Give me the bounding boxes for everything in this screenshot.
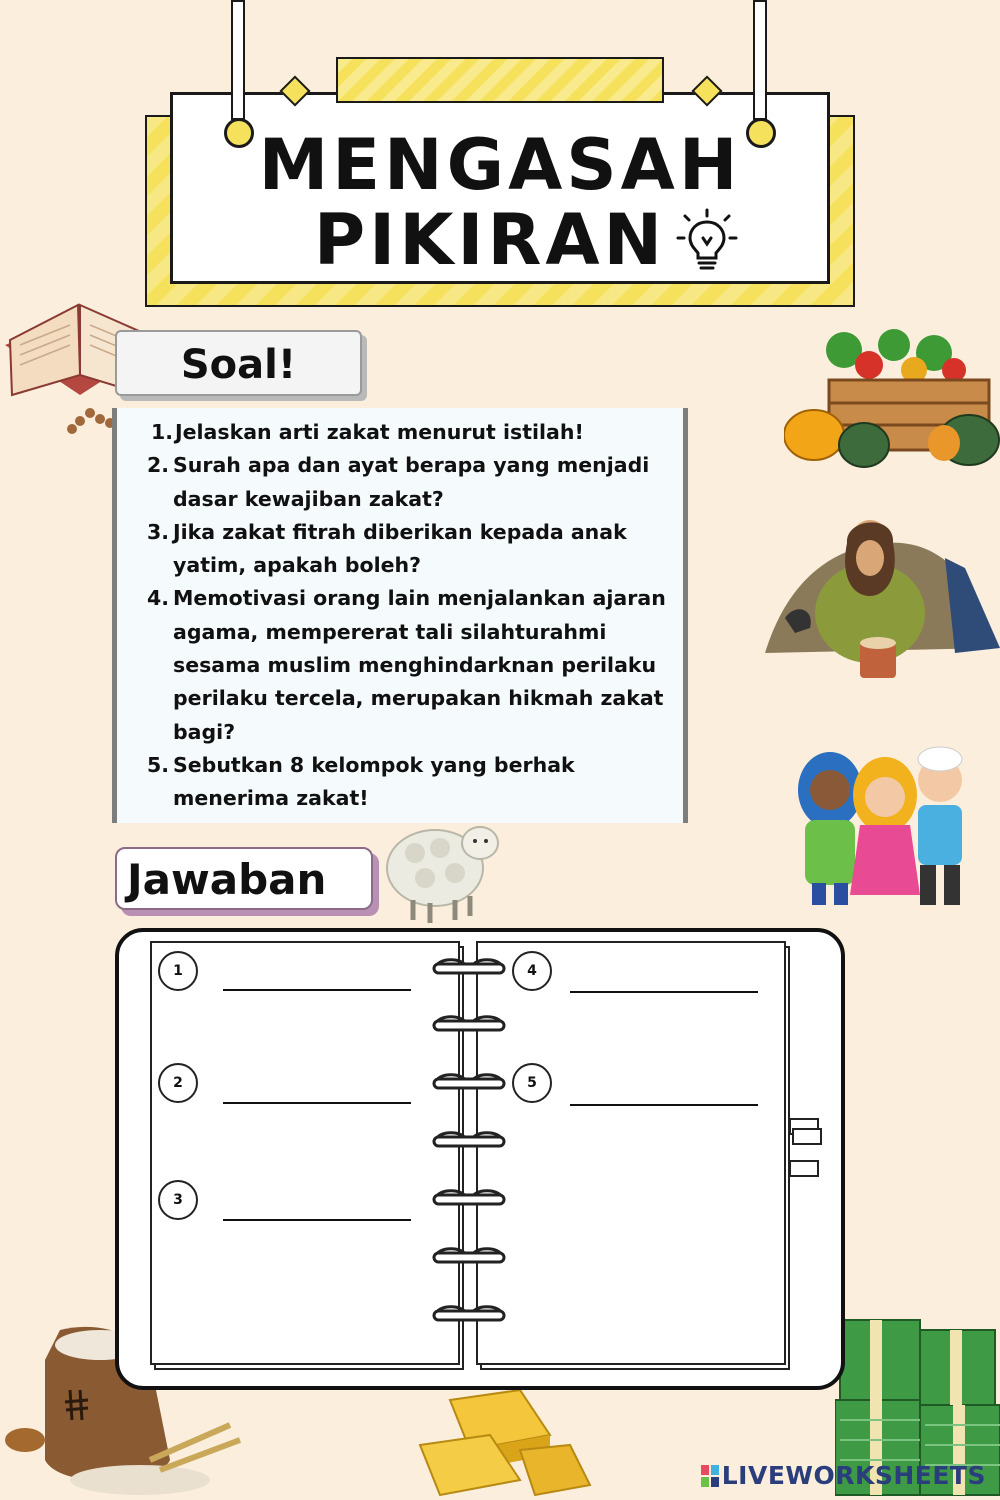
notebook-spiral [432, 955, 507, 1355]
question-item [147, 749, 667, 816]
muslim-children [790, 735, 990, 915]
question-item [151, 416, 667, 449]
question-text: Sebutkan 8 kelompok yang berhak menerima zakat! [173, 752, 575, 811]
question-item [147, 582, 667, 748]
question-text: Jika zakat fitrah diberikan kepada anak yatim, apakah boleh? [173, 519, 627, 578]
answer-3-input[interactable] [223, 1219, 411, 1221]
question-number: 1. [151, 420, 174, 444]
title-banner-tab [336, 57, 664, 103]
answer-5-input[interactable] [570, 1104, 758, 1106]
jawaban-label [115, 847, 373, 910]
liveworksheets-brand[interactable] [701, 1461, 986, 1490]
gold-bars [410, 1390, 595, 1500]
liveworksheets-logo [701, 1465, 719, 1487]
soal-label [115, 330, 362, 396]
notebook-tab [789, 1160, 819, 1177]
brand-text: LIVEWORKSHEETS [721, 1461, 986, 1490]
answer-1-input[interactable] [223, 989, 411, 991]
title-line-2: PIKIRAN [313, 199, 667, 281]
question-list [147, 416, 667, 816]
left-page [150, 941, 460, 1365]
banner-pole-right [753, 0, 767, 120]
question-text: Memotivasi orang lain menjalankan ajaran agama, mempererat tali silahturahmi sesama muslim menghindarknan perilaku perilaku tercela, merupakan hikmah zakat bagi? [173, 586, 666, 744]
sheep [385, 808, 510, 926]
poor-man [765, 508, 1000, 688]
soal-label-text: Soal! [180, 342, 297, 388]
question-text: Surah apa dan ayat berapa yang menjadi dasar kewajiban zakat? [173, 453, 650, 511]
question-number: 2. [147, 453, 170, 478]
question-item [147, 516, 667, 583]
lightbulb-icon [676, 208, 738, 272]
answer-2-input[interactable] [223, 1102, 411, 1104]
question-number: 5. [147, 752, 170, 777]
question-item [147, 449, 667, 516]
banner-pole-left [231, 0, 245, 120]
answer-3-number: 3 [158, 1180, 198, 1220]
right-page [476, 941, 786, 1365]
jawaban-label-text: Jawaban [127, 855, 327, 904]
title-line-1: MENGASAH [258, 124, 742, 206]
answer-4-input[interactable] [570, 991, 758, 993]
question-number: 3. [147, 519, 170, 544]
question-number: 4. [147, 586, 170, 611]
question-text: Jelaskan arti zakat menurut istilah! [175, 420, 584, 444]
vegetable-crate [784, 325, 1000, 470]
question-panel [112, 408, 688, 823]
answer-2-number: 2 [158, 1063, 198, 1103]
answer-5-number: 5 [512, 1063, 552, 1103]
answer-1-number: 1 [158, 951, 198, 991]
answer-4-number: 4 [512, 951, 552, 991]
notebook-tab [792, 1128, 822, 1145]
